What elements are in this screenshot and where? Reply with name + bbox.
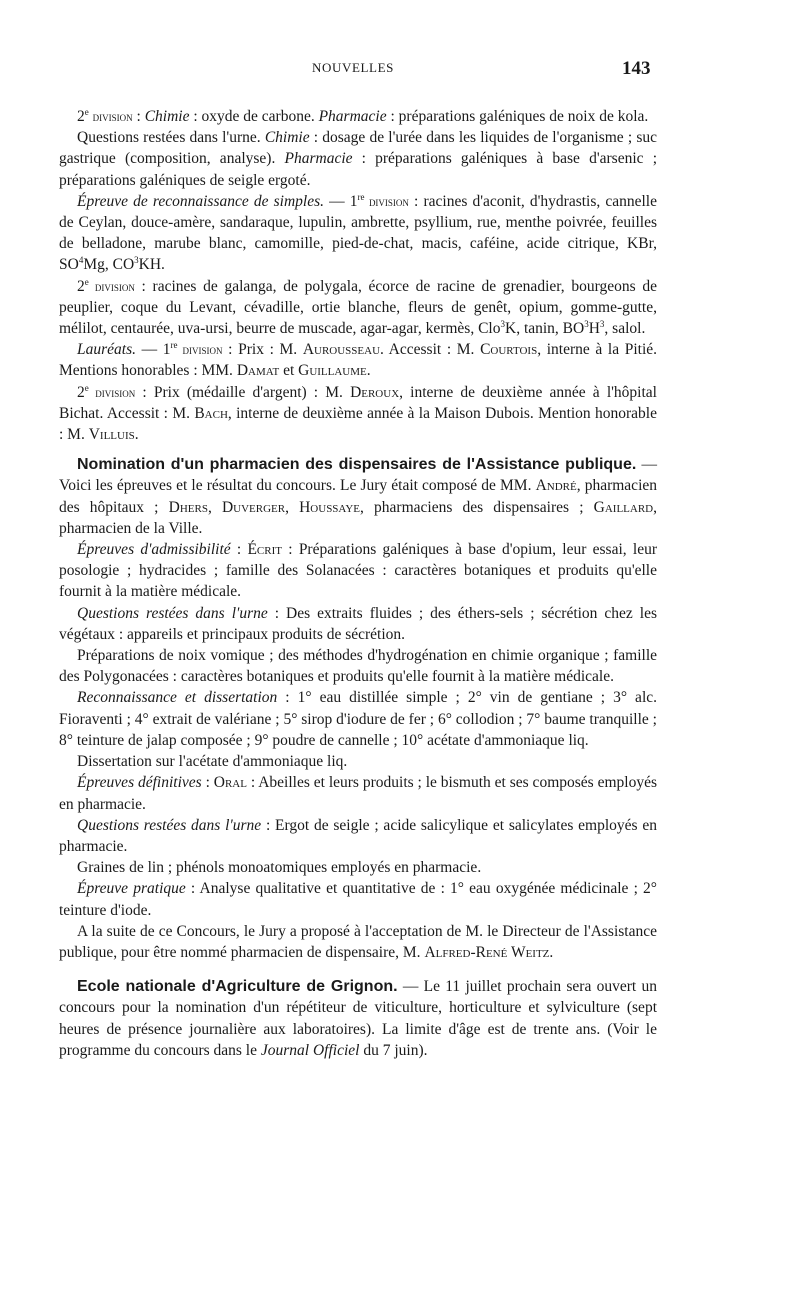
paragraph-admissibility-exams: Épreuves d'admissibilité : Écrit : Préparations galéniques à base d'opium, leur essai, leur posologie ; hydracides ; famille des Solanacées : caractères botaniques et produits qu'elle fournit à la matière médicale. bbox=[59, 541, 658, 601]
paragraph-urn-questions-1: Questions restées dans l'urne : Des extraits fluides ; des éthers-sels ; sécrétion chez les végétaux : appareils et principaux produits de sécrétion. bbox=[59, 604, 658, 643]
running-head bbox=[0, 58, 800, 82]
paragraph-dissertation-topic: Dissertation sur l'acétate d'ammoniaque liq. bbox=[77, 753, 348, 771]
paragraph-flax-seeds: Graines de lin ; phénols monoatomiques employés en pharmacie. bbox=[77, 859, 482, 877]
paragraph-jury-result: A la suite de ce Concours, le Jury a proposé à l'acceptation de M. le Directeur de l'Assistance publique, pour être nommé pharmacien de dispensaire, M. Alfred-René Weitz. bbox=[59, 922, 657, 961]
paragraph-final-exams: Épreuves définitives : Oral : Abeilles et leurs produits ; le bismuth et ses composés employés en pharmacie. bbox=[59, 774, 657, 813]
section-heading-grignon: Ecole nationale d'Agriculture de Grignon. bbox=[77, 978, 398, 996]
paragraph-second-division-exam: 2e division : Chimie : oxyde de carbone. Pharmacie : préparations galéniques de noix de kola. bbox=[77, 106, 649, 125]
running-title: NOUVELLES bbox=[312, 60, 394, 75]
paragraph-recognition-first-division: Épreuve de reconnaissance de simples. — 1re division : racines d'aconit, d'hydrastis, cannelle de Ceylan, douce-amère, sandaraque, lupulin, ambrette, psyllium, rue, menthe poivrée, feuilles de belladone, marube blanc, camomille, pied-de-chat, macis, caféine, acide citrique, KBr, $SO^4Mg$, $CO^3KH$. bbox=[59, 191, 657, 274]
section-ecole-grignon: Ecole nationale d'Agriculture de Grignon. — Le 11 juillet prochain sera ouvert un concours pour la nomination d'un répétiteur de viticulture, horticulture et sylviculture (sept heures de présence journalière aux laboratoires). La limite d'âge est de trente ans. (Voir le programme du concours dans le Journal Officiel du 7 juin). bbox=[59, 978, 657, 1059]
page-number: 143 bbox=[622, 58, 651, 79]
paragraph-laureates-first-division: Lauréats. — 1re division : Prix : M. Aurousseau. Accessit : M. Courtois, interne à la Pitié. Mentions honorables : MM. Damat et Guillaume. bbox=[59, 340, 658, 380]
paragraph-urn-questions-2: Questions restées dans l'urne : Ergot de seigle ; acide salicylique et salicylates employés en pharmacie. bbox=[59, 816, 657, 855]
paragraph-recognition-dissertation: Reconnaissance et dissertation : 1° eau distillée simple ; 2° vin de gentiane ; 3° alc. Fioraventi ; 4° extrait de valériane ; 5° sirop d'iodure de fer ; 6° collodion ; 7° baume tranquille ; 8° teinture de jalap composée ; 9° poudre de cannelle ; 10° acétate d'ammoniaque liq. bbox=[59, 689, 658, 749]
article-body bbox=[59, 106, 657, 1061]
paragraph-recognition-second-division: 2e division : racines de galanga, de polygala, écorce de racine de grenadier, bourgeons de peuplier, coque du Levant, cévadille, ortie blanche, fleurs de genêt, opium, gomme-gutte, mélilot, centaurée, uva-ursi, beurre de muscade, agar-agar, kermès, Clo$^3$K, tanin, $BO^3H^3$, salol. bbox=[59, 276, 657, 338]
section-heading-nomination: Nomination d'un pharmacien des dispensaires de l'Assistance publique. bbox=[77, 456, 637, 474]
section-nomination-pharmacien: Nomination d'un pharmacien des dispensaires de l'Assistance publique. — Voici les épreuves et le résultat du concours. Le Jury était composé de MM. André, pharmacien des hôpitaux ; Dhers, Duverger, Houssaye, pharmaciens des dispensaires ; Gaillard, pharmacien de la Ville. bbox=[59, 456, 658, 537]
paragraph-laureates-second-division: 2e division : Prix (médaille d'argent) : M. Deroux, interne de deuxième année à l'hôpital Bichat. Accessit : M. Bach, interne de deuxième année à la Maison Dubois. Mention honorable : M. Villuis. bbox=[59, 382, 657, 444]
paragraph-practical-exam: Épreuve pratique : Analyse qualitative et quantitative de : 1° eau oxygénée médicinale ; 2° teinture d'iode. bbox=[59, 880, 657, 919]
paragraph-remaining-questions: Questions restées dans l'urne. Chimie : dosage de l'urée dans les liquides de l'organisme ; suc gastrique (composition, analyse). Pharmacie : préparations galéniques à base d'arsenic ; préparations galéniques de seigle ergoté. bbox=[59, 129, 657, 189]
paragraph-nux-vomica: Préparations de noix vomique ; des méthodes d'hydrogénation en chimie organique ; famille des Polygonacées : caractères botaniques et produits qu'elle fournit à la matière médicale. bbox=[59, 647, 657, 686]
